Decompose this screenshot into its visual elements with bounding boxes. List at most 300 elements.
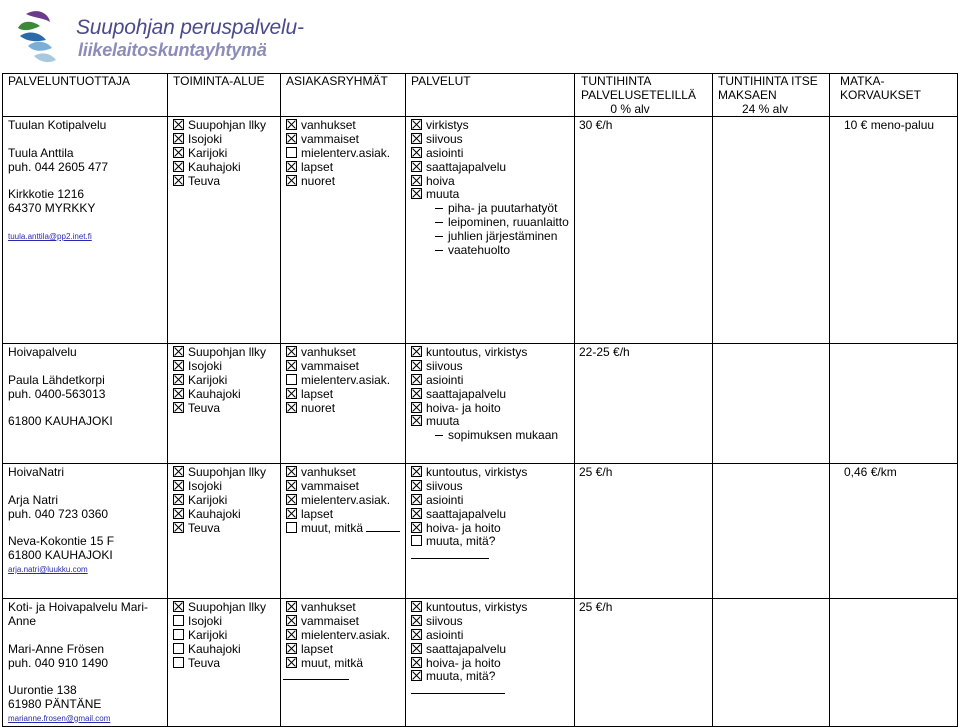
travel-cell — [830, 117, 958, 344]
header-price-voucher — [575, 74, 713, 117]
service-option — [411, 601, 571, 615]
service-label: saattajapalvelu — [426, 641, 507, 656]
area-option — [173, 643, 277, 657]
group-label: nuoret — [301, 173, 336, 188]
area-label: Karijoki — [188, 492, 228, 507]
service-option — [411, 119, 571, 133]
provider-email-link[interactable]: marianne.frosen@gmail.com — [8, 713, 111, 723]
group-cell — [281, 117, 406, 344]
checked-box-icon[interactable] — [411, 601, 422, 612]
travel-cell — [830, 344, 958, 464]
provider-line — [8, 402, 164, 416]
header-travel-l2: KORVAUKSET — [840, 87, 921, 102]
area-label: Isojoki — [188, 359, 223, 374]
area-label: Kauhajoki — [188, 641, 241, 656]
checked-box-icon[interactable] — [286, 643, 297, 654]
subservice-label: juhlien järjestäminen — [448, 228, 558, 243]
area-label: Isojoki — [188, 132, 223, 147]
group-option — [286, 643, 402, 657]
area-option — [173, 161, 277, 175]
checked-box-icon[interactable] — [173, 466, 184, 477]
area-option — [173, 388, 277, 402]
header-provider: PALVELUNTUOTTAJA — [3, 74, 168, 117]
price-voucher-value: 22-25 €/h — [579, 345, 630, 360]
service-option — [411, 480, 571, 494]
logo-emblem-icon — [14, 6, 70, 68]
checked-box-icon[interactable] — [173, 360, 184, 371]
group-option — [286, 374, 402, 388]
group-option — [286, 147, 402, 161]
checked-box-icon[interactable] — [411, 402, 422, 413]
travel-value: 10 € meno-paluu — [844, 118, 935, 133]
provider-line: Koti- ja Hoivapalvelu Mari- — [8, 600, 149, 615]
checked-box-icon[interactable] — [286, 360, 297, 371]
group-label: vanhukset — [301, 345, 356, 360]
group-label: lapset — [301, 159, 334, 174]
group-cell — [281, 344, 406, 464]
group-option — [286, 601, 402, 615]
service-label: kuntoutus, virkistys — [426, 600, 528, 615]
checked-box-icon[interactable] — [173, 480, 184, 491]
provider-line: Hoivapalvelu — [8, 345, 77, 360]
service-option — [411, 466, 571, 480]
unchecked-box-icon[interactable] — [411, 535, 422, 546]
service-label: asiointi — [426, 145, 464, 160]
area-label: Teuva — [188, 655, 221, 670]
provider-line — [8, 670, 164, 684]
checked-box-icon[interactable] — [173, 119, 184, 130]
checked-box-icon[interactable] — [411, 360, 422, 371]
service-option — [411, 161, 571, 175]
checked-box-icon[interactable] — [173, 346, 184, 357]
provider-line: 61980 PÄNTÄNE — [8, 696, 102, 711]
header-price-voucher-l1: TUNTIHINTA — [581, 74, 652, 88]
unchecked-box-icon[interactable] — [173, 643, 184, 654]
header-price-voucher-l2: PALVELUSETELILLÄ — [581, 87, 696, 102]
checked-box-icon[interactable] — [411, 388, 422, 399]
area-option — [173, 175, 277, 189]
group-option — [286, 402, 402, 416]
checked-box-icon[interactable] — [411, 133, 422, 144]
provider-line: Neva-Kokontie 15 F — [8, 534, 115, 549]
area-option — [173, 601, 277, 615]
provider-line: 61800 KAUHAJOKI — [8, 414, 113, 429]
checked-box-icon[interactable] — [286, 119, 297, 130]
subservice-item — [411, 429, 571, 443]
price-self-value — [718, 466, 826, 480]
group-label: vanhukset — [301, 465, 356, 480]
checked-box-icon[interactable] — [173, 133, 184, 144]
area-label: Teuva — [188, 520, 221, 535]
service-cell — [406, 599, 575, 726]
service-label: muuta, mitä? — [426, 669, 496, 684]
subservice-label: sopimuksen mukaan — [448, 428, 559, 443]
area-label: Kauhajoki — [188, 506, 241, 521]
fill-in-blank[interactable] — [366, 531, 400, 532]
checked-box-icon[interactable] — [173, 147, 184, 158]
service-option — [411, 522, 571, 536]
subservice-item — [411, 216, 571, 230]
checked-box-icon[interactable] — [286, 388, 297, 399]
group-label: vammaiset — [301, 359, 360, 374]
checked-box-icon[interactable] — [411, 415, 422, 426]
service-option — [411, 643, 571, 657]
area-label: Kauhajoki — [188, 386, 241, 401]
area-option — [173, 346, 277, 360]
price-voucher-cell — [575, 117, 713, 344]
provider-line: Tuula Anttila — [8, 145, 74, 160]
header-price-self — [713, 74, 830, 117]
checked-box-icon[interactable] — [173, 402, 184, 413]
group-option — [286, 388, 402, 402]
price-self-cell — [713, 344, 830, 464]
service-option — [411, 415, 571, 429]
provider-line: Paula Lähdetkorpi — [8, 372, 105, 387]
unchecked-box-icon[interactable] — [173, 629, 184, 640]
area-cell — [168, 344, 281, 464]
provider-line — [8, 133, 164, 147]
organization-logo — [14, 6, 304, 68]
price-self-value — [718, 119, 826, 133]
provider-cell — [3, 117, 168, 344]
group-option — [286, 615, 402, 629]
service-label: asiointi — [426, 372, 464, 387]
area-option — [173, 508, 277, 522]
area-cell — [168, 117, 281, 344]
unchecked-box-icon[interactable] — [286, 374, 297, 385]
travel-value — [844, 601, 954, 615]
area-option — [173, 374, 277, 388]
service-label: hoiva — [426, 173, 455, 188]
dash-icon — [435, 250, 443, 251]
service-option — [411, 670, 571, 684]
table-row — [3, 117, 958, 344]
subservice-label: leipominen, ruuanlaitto — [448, 214, 569, 229]
checked-box-icon[interactable] — [411, 643, 422, 654]
group-label: lapset — [301, 641, 334, 656]
checked-box-icon[interactable] — [411, 346, 422, 357]
price-voucher-value: 25 €/h — [579, 600, 613, 615]
header-groups: ASIAKASRYHMÄT — [281, 74, 406, 117]
group-option — [286, 133, 402, 147]
travel-cell — [830, 599, 958, 726]
service-label: siivous — [426, 359, 463, 374]
group-option — [286, 522, 402, 536]
provider-line — [8, 480, 164, 494]
provider-line: Kirkkotie 1216 — [8, 187, 85, 202]
subservice-label: piha- ja puutarhatyöt — [448, 201, 558, 216]
area-option — [173, 480, 277, 494]
group-option — [286, 466, 402, 480]
group-label: mielenterv.asiak. — [301, 627, 391, 642]
fill-in-blank[interactable] — [411, 558, 489, 559]
group-label: muut, mitkä — [301, 655, 364, 670]
service-option — [411, 657, 571, 671]
service-label: hoiva- ja hoito — [426, 520, 501, 535]
checked-box-icon[interactable] — [411, 161, 422, 172]
group-blank-line — [286, 670, 402, 684]
group-cell — [281, 599, 406, 726]
group-label: lapset — [301, 386, 334, 401]
group-option — [286, 175, 402, 189]
service-option — [411, 388, 571, 402]
checked-box-icon[interactable] — [411, 466, 422, 477]
header-travel — [830, 74, 958, 117]
group-option — [286, 629, 402, 643]
provider-line: 64370 MYRKKY — [8, 201, 96, 216]
checked-box-icon[interactable] — [286, 346, 297, 357]
area-label: Karijoki — [188, 627, 228, 642]
travel-cell — [830, 464, 958, 599]
subservice-label: vaatehuolto — [448, 242, 511, 257]
provider-line: HoivaNatri — [8, 465, 65, 480]
checked-box-icon[interactable] — [411, 508, 422, 519]
dash-icon — [435, 208, 443, 209]
group-option — [286, 657, 402, 671]
table-row — [3, 599, 958, 726]
service-label: hoiva- ja hoito — [426, 400, 501, 415]
checked-box-icon[interactable] — [286, 629, 297, 640]
service-label: asiointi — [426, 627, 464, 642]
provider-email-link[interactable]: tuula.anttila@pp2.inet.fi — [8, 231, 92, 241]
price-voucher-cell — [575, 464, 713, 599]
provider-line — [8, 175, 164, 189]
checked-box-icon[interactable] — [286, 161, 297, 172]
provider-cell — [3, 464, 168, 599]
fill-in-blank[interactable] — [411, 693, 505, 694]
area-option — [173, 522, 277, 536]
provider-line — [8, 629, 164, 643]
checked-box-icon[interactable] — [411, 374, 422, 385]
subservice-item — [411, 244, 571, 258]
area-label: Teuva — [188, 173, 221, 188]
checked-box-icon[interactable] — [411, 494, 422, 505]
area-option — [173, 133, 277, 147]
service-label: siivous — [426, 479, 463, 494]
service-option — [411, 508, 571, 522]
price-voucher-value: 25 €/h — [579, 465, 613, 480]
area-option — [173, 466, 277, 480]
group-option — [286, 494, 402, 508]
group-option — [286, 360, 402, 374]
checked-box-icon[interactable] — [286, 402, 297, 413]
group-label: vammaiset — [301, 479, 360, 494]
service-option — [411, 494, 571, 508]
subservice-item — [411, 202, 571, 216]
service-label: hoiva- ja hoito — [426, 655, 501, 670]
area-option — [173, 402, 277, 416]
service-option — [411, 360, 571, 374]
provider-email-link[interactable]: arja.natri@luukku.com — [8, 564, 88, 574]
service-option — [411, 402, 571, 416]
group-label: mielenterv.asiak. — [301, 372, 391, 387]
group-label: mielenterv.asiak. — [301, 492, 391, 507]
service-option — [411, 346, 571, 360]
area-option — [173, 615, 277, 629]
service-option — [411, 629, 571, 643]
provider-line: puh. 0400-563013 — [8, 386, 106, 401]
header-price-self-l1: TUNTIHINTA ITSE — [718, 74, 818, 88]
service-cell — [406, 464, 575, 599]
header-price-self-l3: 24 % alv — [742, 101, 789, 116]
header-area: TOIMINTA-ALUE — [168, 74, 281, 117]
price-voucher-cell — [575, 599, 713, 726]
service-option — [411, 535, 571, 549]
service-cell — [406, 117, 575, 344]
table-row — [3, 344, 958, 464]
service-label: muuta, mitä? — [426, 534, 496, 549]
area-option — [173, 657, 277, 671]
checked-box-icon[interactable] — [173, 175, 184, 186]
area-cell — [168, 599, 281, 726]
provider-line: puh. 040 723 0360 — [8, 506, 109, 521]
checked-box-icon[interactable] — [411, 670, 422, 681]
service-cell — [406, 344, 575, 464]
checked-box-icon[interactable] — [411, 657, 422, 668]
checked-box-icon[interactable] — [173, 374, 184, 385]
group-option — [286, 508, 402, 522]
area-label: Karijoki — [188, 145, 228, 160]
unchecked-box-icon[interactable] — [173, 657, 184, 668]
group-label: nuoret — [301, 400, 336, 415]
group-option — [286, 480, 402, 494]
checked-box-icon[interactable] — [286, 133, 297, 144]
dash-icon — [435, 222, 443, 223]
header-price-self-l2: MAKSAEN — [718, 87, 777, 102]
area-option — [173, 494, 277, 508]
dash-icon — [435, 435, 443, 436]
group-label: muut, mitkä — [301, 520, 364, 535]
group-option — [286, 346, 402, 360]
service-option — [411, 615, 571, 629]
checked-box-icon[interactable] — [411, 188, 422, 199]
area-cell — [168, 464, 281, 599]
service-option — [411, 133, 571, 147]
logo-name-line2: liikelaitoskuntayhtymä — [78, 40, 267, 60]
checked-box-icon[interactable] — [173, 508, 184, 519]
checked-box-icon[interactable] — [286, 175, 297, 186]
group-label: vammaiset — [301, 132, 360, 147]
price-self-cell — [713, 464, 830, 599]
service-option — [411, 147, 571, 161]
service-blank-line — [411, 549, 571, 563]
price-self-value — [718, 346, 826, 360]
service-label: saattajapalvelu — [426, 159, 507, 174]
checked-box-icon[interactable] — [411, 629, 422, 640]
service-label: muuta — [426, 187, 460, 202]
checked-box-icon[interactable] — [411, 615, 422, 626]
checked-box-icon[interactable] — [173, 601, 184, 612]
group-cell — [281, 464, 406, 599]
area-label: Kauhajoki — [188, 159, 241, 174]
logo-name-line1: Suupohjan peruspalvelu- — [76, 16, 304, 39]
travel-value — [844, 346, 954, 360]
provider-cell — [3, 599, 168, 726]
service-option — [411, 175, 571, 189]
checked-box-icon[interactable] — [286, 508, 297, 519]
service-option — [411, 188, 571, 202]
checked-box-icon[interactable] — [286, 615, 297, 626]
checked-box-icon[interactable] — [411, 175, 422, 186]
service-blank-line — [411, 684, 571, 698]
price-self-cell — [713, 599, 830, 726]
service-label: muuta — [426, 414, 460, 429]
group-label: vanhukset — [301, 118, 356, 133]
provider-line: puh. 040 910 1490 — [8, 655, 109, 670]
travel-value: 0,46 €/km — [844, 465, 897, 480]
provider-line — [8, 522, 164, 536]
area-label: Suupohjan llky — [188, 118, 267, 133]
area-label: Karijoki — [188, 372, 228, 387]
checked-box-icon[interactable] — [173, 161, 184, 172]
provider-line — [8, 360, 164, 374]
provider-table — [2, 73, 958, 727]
group-label: mielenterv.asiak. — [301, 145, 391, 160]
checked-box-icon[interactable] — [286, 657, 297, 668]
area-label: Suupohjan llky — [188, 600, 267, 615]
table-row — [3, 464, 958, 599]
group-option — [286, 119, 402, 133]
area-option — [173, 360, 277, 374]
header-price-voucher-l3: 0 % alv — [610, 101, 650, 116]
checked-box-icon[interactable] — [286, 494, 297, 505]
provider-line: Tuulan Kotipalvelu — [8, 118, 107, 133]
unchecked-box-icon[interactable] — [173, 615, 184, 626]
checked-box-icon[interactable] — [286, 480, 297, 491]
unchecked-box-icon[interactable] — [286, 147, 297, 158]
header-row — [3, 74, 958, 117]
fill-in-blank[interactable] — [283, 679, 349, 680]
checked-box-icon[interactable] — [286, 601, 297, 612]
checked-box-icon[interactable] — [411, 480, 422, 491]
price-voucher-cell — [575, 344, 713, 464]
unchecked-box-icon[interactable] — [286, 522, 297, 533]
header-services: PALVELUT — [406, 74, 575, 117]
checked-box-icon[interactable] — [411, 522, 422, 533]
area-label: Isojoki — [188, 479, 223, 494]
area-option — [173, 147, 277, 161]
area-option — [173, 119, 277, 133]
service-label: saattajapalvelu — [426, 386, 507, 401]
price-self-value — [718, 601, 826, 615]
service-label: saattajapalvelu — [426, 506, 507, 521]
checked-box-icon[interactable] — [411, 119, 422, 130]
group-option — [286, 161, 402, 175]
provider-cell — [3, 344, 168, 464]
checked-box-icon[interactable] — [173, 388, 184, 399]
header-travel-l1: MATKA- — [840, 74, 885, 88]
provider-line: Mari-Anne Frösen — [8, 641, 105, 656]
area-label: Suupohjan llky — [188, 345, 267, 360]
service-label: siivous — [426, 614, 463, 629]
area-option — [173, 629, 277, 643]
checked-box-icon[interactable] — [173, 494, 184, 505]
service-label: kuntoutus, virkistys — [426, 465, 528, 480]
checked-box-icon[interactable] — [286, 466, 297, 477]
service-label: siivous — [426, 132, 463, 147]
service-label: kuntoutus, virkistys — [426, 345, 528, 360]
dash-icon — [435, 236, 443, 237]
price-self-cell — [713, 117, 830, 344]
area-label: Suupohjan llky — [188, 465, 267, 480]
provider-line: puh. 044 2605 477 — [8, 159, 109, 174]
checked-box-icon[interactable] — [411, 147, 422, 158]
checked-box-icon[interactable] — [173, 522, 184, 533]
service-label: asiointi — [426, 492, 464, 507]
subservice-item — [411, 230, 571, 244]
service-option — [411, 374, 571, 388]
provider-line: Uurontie 138 — [8, 683, 77, 698]
